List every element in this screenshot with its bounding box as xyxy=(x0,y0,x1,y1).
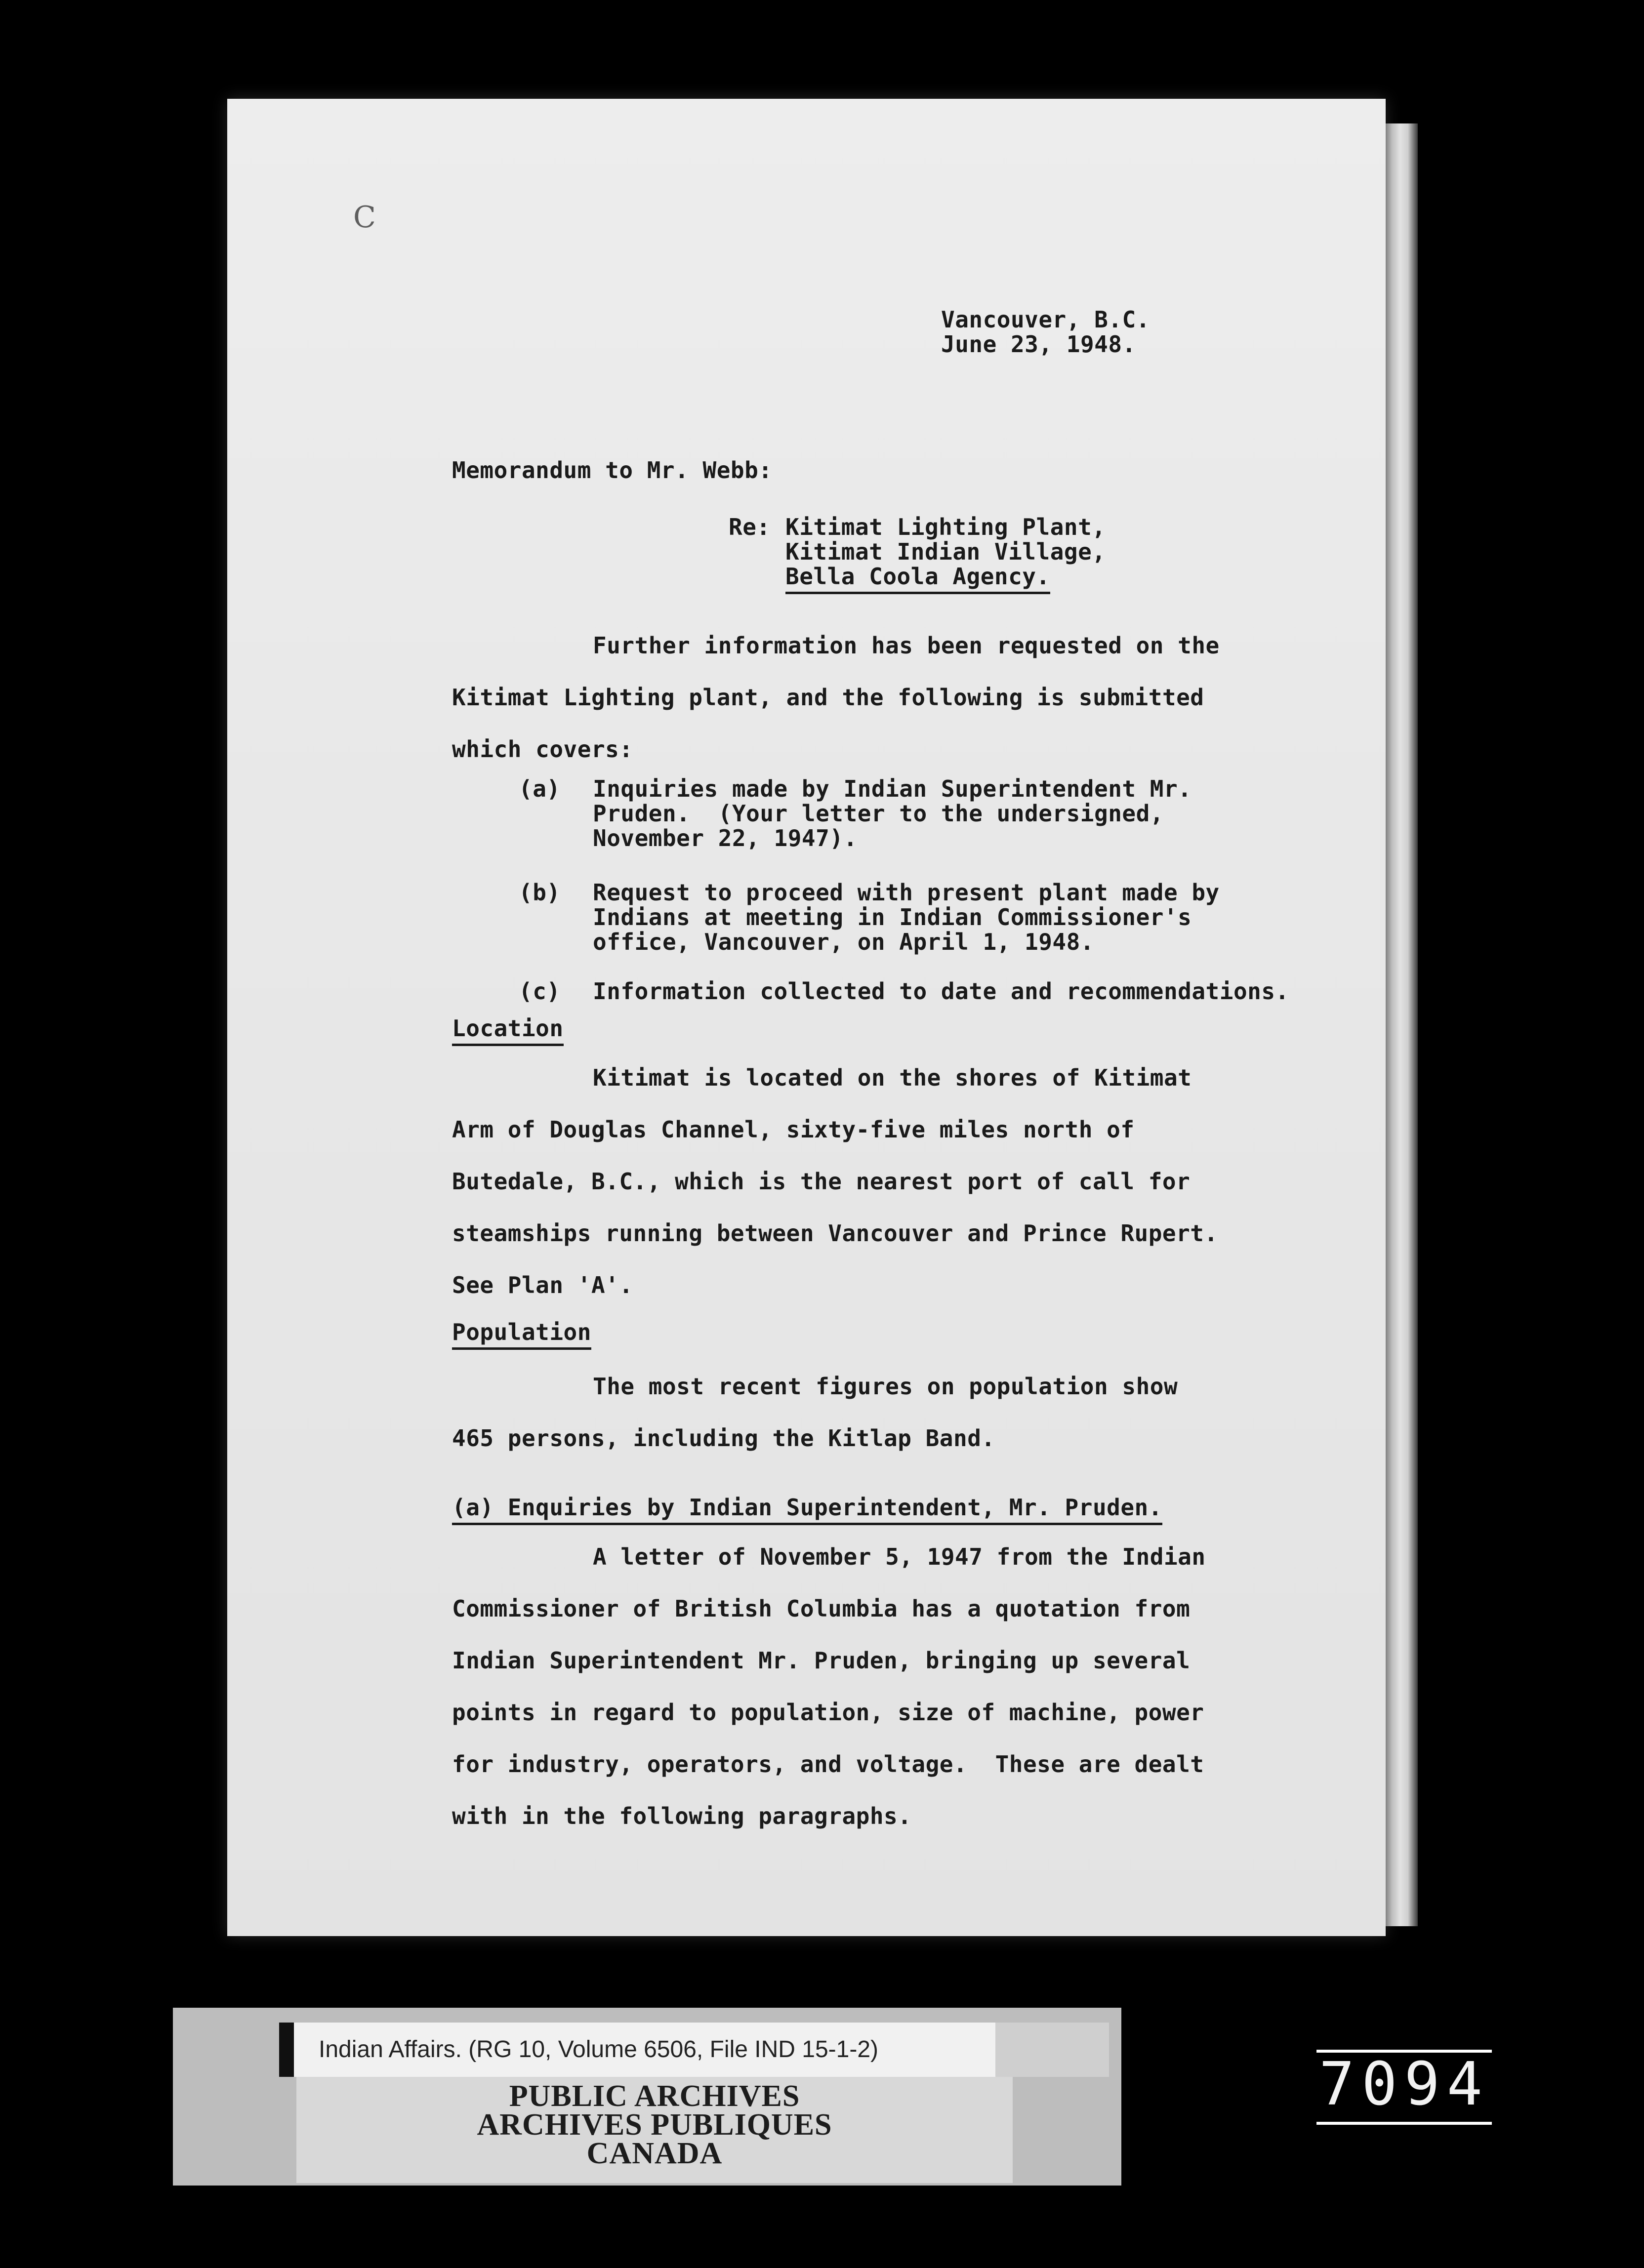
item-a-line-2: Pruden. (Your letter to the undersigned, xyxy=(593,800,1164,827)
enquiries-line-5: for industry, operators, and voltage. These are dealt xyxy=(452,1751,1204,1778)
stamp-line-1: PUBLIC ARCHIVES xyxy=(509,2079,800,2113)
item-b-line-3: office, Vancouver, on April 1, 1948. xyxy=(593,929,1094,955)
location-line-4: steamships running between Vancouver and Prince Rupert. xyxy=(452,1220,1218,1247)
enquiries-line-6: with in the following paragraphs. xyxy=(452,1803,912,1829)
re-line-1: Kitimat Lighting Plant, xyxy=(785,514,1106,540)
archive-reference: Indian Affairs. (RG 10, Volume 6506, File IND 15-1-2) xyxy=(279,2023,995,2077)
population-heading: Population xyxy=(452,1319,591,1350)
intro-line-1: Further information has been requested on the xyxy=(593,632,1220,659)
enquiries-line-4: points in regard to population, size of machine, power xyxy=(452,1699,1204,1726)
location-line-1: Kitimat is located on the shores of Kitimat xyxy=(593,1064,1192,1091)
date-line: June 23, 1948. xyxy=(941,331,1136,358)
re-label: Re: xyxy=(729,514,771,540)
item-a-line-1: Inquiries made by Indian Superintendent Mr. xyxy=(593,775,1192,802)
archive-stamp xyxy=(296,2077,1013,2183)
place-line: Vancouver, B.C. xyxy=(941,306,1150,333)
frame-number: 7094 xyxy=(1316,2050,1492,2125)
location-line-3: Butedale, B.C., which is the nearest port of call for xyxy=(452,1168,1191,1195)
stamp-line-2: ARCHIVES PUBLIQUES xyxy=(477,2108,832,2142)
item-c-label: (c) xyxy=(519,978,561,1005)
re-line-3: Bella Coola Agency. xyxy=(785,563,1050,594)
addressee: Memorandum to Mr. Webb: xyxy=(452,457,773,484)
item-b-label: (b) xyxy=(519,879,561,906)
item-b-line-2: Indians at meeting in Indian Commissioner's xyxy=(593,904,1192,931)
item-c-line-1: Information collected to date and recommendations. xyxy=(593,978,1289,1005)
population-line-1: The most recent figures on population show xyxy=(593,1373,1178,1400)
enquiries-line-3: Indian Superintendent Mr. Pruden, bringing up several xyxy=(452,1647,1191,1674)
population-line-2: 465 persons, including the Kitlap Band. xyxy=(452,1425,995,1452)
location-line-5: See Plan 'A'. xyxy=(452,1272,633,1298)
corner-mark: C xyxy=(353,200,376,235)
enquiries-heading: (a) Enquiries by Indian Superintendent, Mr. Pruden. xyxy=(452,1494,1162,1525)
location-heading: Location xyxy=(452,1015,564,1046)
location-line-2: Arm of Douglas Channel, sixty-five miles north of xyxy=(452,1116,1135,1143)
memo-page xyxy=(227,99,1386,1936)
enquiries-line-1: A letter of November 5, 1947 from the Indian xyxy=(593,1543,1206,1570)
enquiries-line-2: Commissioner of British Columbia has a quotation from xyxy=(452,1595,1191,1622)
item-b-line-1: Request to proceed with present plant made by xyxy=(593,879,1220,906)
intro-line-3: which covers: xyxy=(452,736,633,763)
item-a-line-3: November 22, 1947). xyxy=(593,825,858,851)
re-line-2: Kitimat Indian Village, xyxy=(785,538,1106,565)
stamp-line-3: CANADA xyxy=(586,2137,723,2170)
intro-line-2: Kitimat Lighting plant, and the following is submitted xyxy=(452,684,1204,711)
item-a-label: (a) xyxy=(519,775,561,802)
archive-label-tab xyxy=(995,2023,1109,2077)
